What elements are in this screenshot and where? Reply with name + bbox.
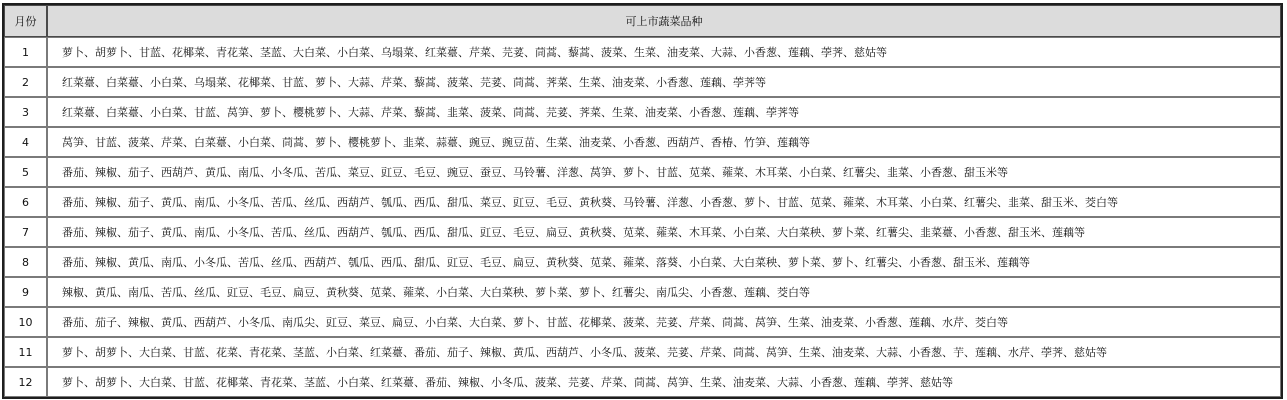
table-row xyxy=(4,187,1281,217)
month-cell: 12 xyxy=(4,367,47,397)
vegetable-list-cell: 番茄、茄子、辣椒、黄瓜、西葫芦、小冬瓜、南瓜尖、豇豆、菜豆、扁豆、小白菜、大白菜、萝卜、甘蓝、花椰菜、菠菜、芫荽、芹菜、茼蒿、莴笋、生菜、油麦菜、小香葱、莲藕、水芹、茭白等 xyxy=(47,307,1281,337)
table-row xyxy=(4,337,1281,367)
month-cell: 4 xyxy=(4,127,47,157)
vegetables-column-header: 可上市蔬菜品种 xyxy=(47,5,1281,37)
vegetable-list-cell: 番茄、辣椒、茄子、黄瓜、南瓜、小冬瓜、苦瓜、丝瓜、西葫芦、瓠瓜、西瓜、甜瓜、菜豆、豇豆、毛豆、黄秋葵、马铃薯、洋葱、小香葱、萝卜、甘蓝、苋菜、蕹菜、木耳菜、小白菜、红薯尖、韭菜、甜玉米、茭白等 xyxy=(47,187,1281,217)
month-cell: 2 xyxy=(4,67,47,97)
table-row xyxy=(4,247,1281,277)
vegetable-list-cell: 番茄、辣椒、黄瓜、南瓜、小冬瓜、苦瓜、丝瓜、西葫芦、瓠瓜、西瓜、甜瓜、豇豆、毛豆、扁豆、黄秋葵、苋菜、蕹菜、落葵、小白菜、大白菜秧、萝卜菜、萝卜、红薯尖、小香葱、甜玉米、莲藕等 xyxy=(47,247,1281,277)
vegetable-market-table xyxy=(2,3,1283,399)
vegetable-list-cell: 红菜薹、白菜薹、小白菜、甘蓝、莴笋、萝卜、樱桃萝卜、大蒜、芹菜、藜蒿、韭菜、菠菜、茼蒿、芫荽、荠菜、生菜、油麦菜、小香葱、莲藕、荸荠等 xyxy=(47,97,1281,127)
month-cell: 9 xyxy=(4,277,47,307)
table-row xyxy=(4,37,1281,67)
table-header xyxy=(4,5,1281,37)
vegetable-list-cell: 莴笋、甘蓝、菠菜、芹菜、白菜薹、小白菜、茼蒿、萝卜、樱桃萝卜、韭菜、蒜薹、豌豆、豌豆苗、生菜、油麦菜、小香葱、西葫芦、香椿、竹笋、莲藕等 xyxy=(47,127,1281,157)
month-cell: 3 xyxy=(4,97,47,127)
vegetable-list-cell: 萝卜、胡萝卜、大白菜、甘蓝、花菜、青花菜、茎蓝、小白菜、红菜薹、番茄、茄子、辣椒、黄瓜、西葫芦、小冬瓜、菠菜、芫荽、芹菜、茼蒿、莴笋、生菜、油麦菜、大蒜、小香葱、芋、莲藕、水芹、荸荠、慈姑等 xyxy=(47,337,1281,367)
table-row xyxy=(4,157,1281,187)
vegetable-list-cell: 萝卜、胡萝卜、大白菜、甘蓝、花椰菜、青花菜、茎蓝、小白菜、红菜薹、番茄、辣椒、小冬瓜、菠菜、芫荽、芹菜、茼蒿、莴笋、生菜、油麦菜、大蒜、小香葱、莲藕、荸荠、慈姑等 xyxy=(47,367,1281,397)
month-cell: 6 xyxy=(4,187,47,217)
vegetable-list-cell: 番茄、辣椒、茄子、西葫芦、黄瓜、南瓜、小冬瓜、苦瓜、菜豆、豇豆、毛豆、豌豆、蚕豆、马铃薯、洋葱、莴笋、萝卜、甘蓝、苋菜、蕹菜、木耳菜、小白菜、红薯尖、韭菜、小香葱、甜玉米等 xyxy=(47,157,1281,187)
table-row xyxy=(4,217,1281,247)
header-row xyxy=(4,5,1281,37)
vegetable-list-cell: 萝卜、胡萝卜、甘蓝、花椰菜、青花菜、茎蓝、大白菜、小白菜、乌塌菜、红菜薹、芹菜、芫荽、茼蒿、藜蒿、菠菜、生菜、油麦菜、大蒜、小香葱、莲藕、荸荠、慈姑等 xyxy=(47,37,1281,67)
table-row xyxy=(4,127,1281,157)
month-column-header: 月份 xyxy=(4,5,47,37)
month-cell: 8 xyxy=(4,247,47,277)
table-row xyxy=(4,97,1281,127)
table-row xyxy=(4,367,1281,397)
month-cell: 1 xyxy=(4,37,47,67)
month-cell: 5 xyxy=(4,157,47,187)
table-row xyxy=(4,67,1281,97)
month-cell: 10 xyxy=(4,307,47,337)
table-row xyxy=(4,307,1281,337)
table-body xyxy=(4,37,1281,397)
vegetable-list-cell: 番茄、辣椒、茄子、黄瓜、南瓜、小冬瓜、苦瓜、丝瓜、西葫芦、瓠瓜、西瓜、甜瓜、豇豆、毛豆、扁豆、黄秋葵、苋菜、蕹菜、木耳菜、小白菜、大白菜秧、萝卜菜、红薯尖、韭菜薹、小香葱、甜玉米、莲藕等 xyxy=(47,217,1281,247)
month-cell: 7 xyxy=(4,217,47,247)
vegetable-list-cell: 辣椒、黄瓜、南瓜、苦瓜、丝瓜、豇豆、毛豆、扁豆、黄秋葵、苋菜、蕹菜、小白菜、大白菜秧、萝卜菜、萝卜、红薯尖、南瓜尖、小香葱、莲藕、茭白等 xyxy=(47,277,1281,307)
month-cell: 11 xyxy=(4,337,47,367)
table-row xyxy=(4,277,1281,307)
vegetable-list-cell: 红菜薹、白菜薹、小白菜、乌塌菜、花椰菜、甘蓝、萝卜、大蒜、芹菜、藜蒿、菠菜、芫荽、茼蒿、荠菜、生菜、油麦菜、小香葱、莲藕、荸荠等 xyxy=(47,67,1281,97)
